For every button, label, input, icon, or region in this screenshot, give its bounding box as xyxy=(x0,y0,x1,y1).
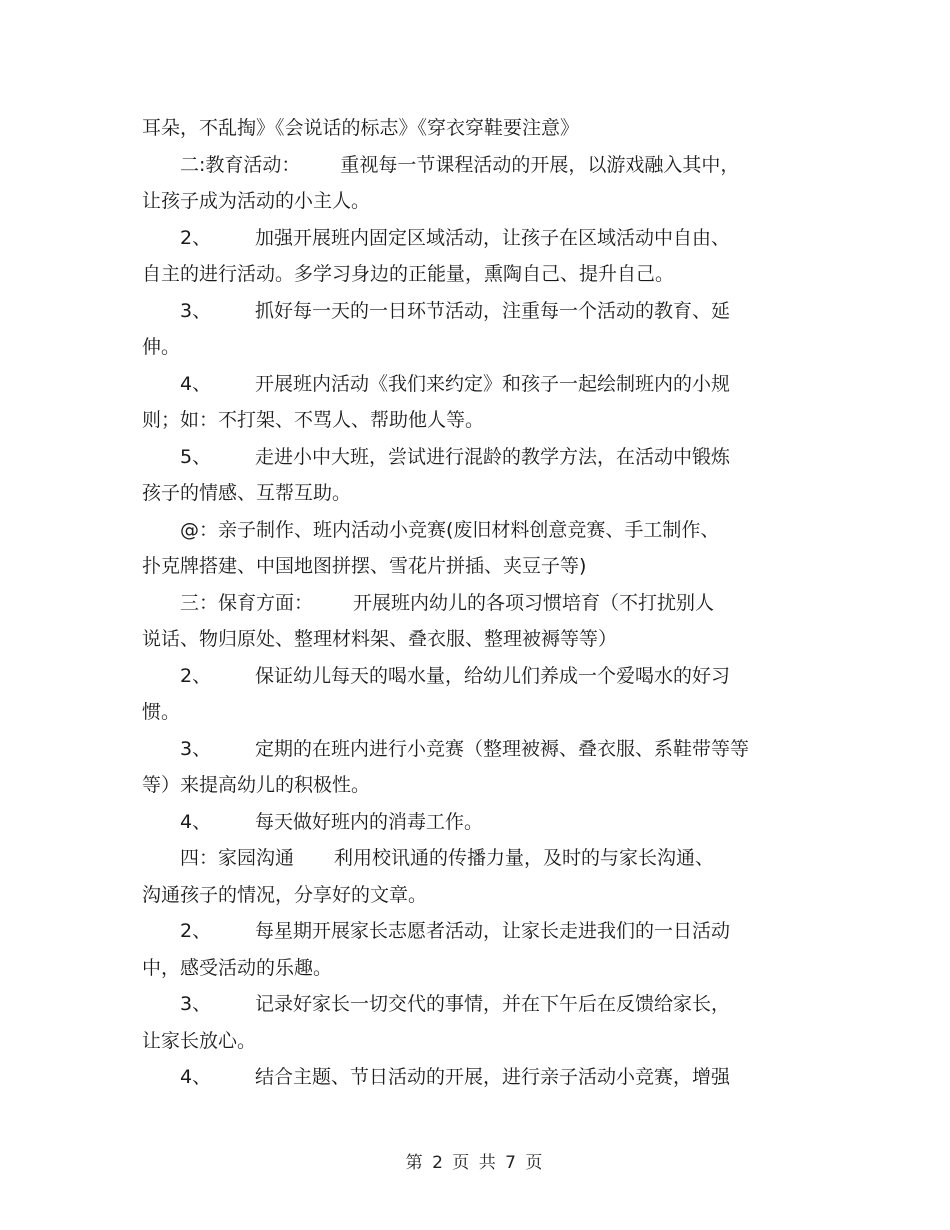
text-line xyxy=(142,950,822,987)
line-text: 每星期开展家长志愿者活动，让家长走进我们的一日活动 xyxy=(255,920,731,942)
text-line xyxy=(142,220,822,257)
line-text: 利用校讯通的传播力量，及时的与家长沟通、 xyxy=(334,847,715,869)
text-line xyxy=(142,585,822,622)
line-text: 惯。 xyxy=(142,701,181,723)
text-line xyxy=(142,731,822,768)
page-number-footer: 第 2 页 共 7 页 xyxy=(405,1153,545,1173)
line-text: 结合主题、节日活动的开展，进行亲子活动小竞赛，增强 xyxy=(255,1066,731,1088)
line-text: 重视每一节课程活动的开展，以游戏融入其中， xyxy=(340,153,740,176)
line-text: 沟通孩子的情况，分享好的文章。 xyxy=(142,883,428,906)
text-line xyxy=(142,840,822,877)
line-text: 等）来提高幼儿的积极性。 xyxy=(142,774,371,796)
line-text: 伸。 xyxy=(142,336,181,358)
section-heading: 四：家园沟通 xyxy=(180,847,295,869)
line-text: 则；如：不打架、不骂人、帮助他人等。 xyxy=(142,409,485,431)
line-text: 耳朵，不乱掏》《会说话的标志》《穿衣穿鞋要注意》 xyxy=(142,117,580,139)
line-text: 加强开展班内固定区域活动，让孩子在区域活动中自由、 xyxy=(255,226,731,249)
text-line xyxy=(142,110,822,147)
item-number: 3、 xyxy=(180,299,212,322)
item-number: 5、 xyxy=(180,445,212,468)
text-line xyxy=(142,1023,822,1060)
item-number: 3、 xyxy=(180,737,212,760)
text-line xyxy=(142,548,822,585)
item-number: 2、 xyxy=(180,226,212,249)
line-text: 孩子的情感、互帮互助。 xyxy=(142,482,352,504)
line-text: 让孩子成为活动的小主人。 xyxy=(142,190,371,212)
line-text: 中，感受活动的乐趣。 xyxy=(142,956,333,979)
line-text: 让家长放心。 xyxy=(142,1029,257,1052)
text-line xyxy=(142,986,822,1023)
line-text: @：亲子制作、班内活动小竞赛(废旧材料创意竞赛、手工制作、 xyxy=(180,518,720,541)
text-line xyxy=(142,183,822,220)
text-line xyxy=(142,804,822,841)
text-line xyxy=(142,767,822,804)
text-line xyxy=(142,439,822,476)
item-number: 3、 xyxy=(180,993,212,1015)
item-number: 4、 xyxy=(180,372,212,395)
item-number: 4、 xyxy=(180,1066,212,1088)
text-line xyxy=(142,1059,822,1096)
line-text: 扑克牌搭建、中国地图拼摆、雪花片拼插、夹豆子等) xyxy=(142,555,587,577)
section-heading: 三：保育方面： xyxy=(180,591,314,614)
text-line xyxy=(142,512,822,549)
line-text: 每天做好班内的消毒工作。 xyxy=(255,810,484,833)
document-body xyxy=(142,110,822,1096)
line-text: 定期的在班内进行小竞赛（整理被褥、叠衣服、系鞋带等等 xyxy=(255,737,750,760)
text-line xyxy=(142,366,822,403)
line-text: 走进小中大班，尝试进行混龄的教学方法，在活动中锻炼 xyxy=(255,445,731,468)
text-line xyxy=(142,329,822,366)
text-line xyxy=(142,256,822,293)
line-text: 保证幼儿每天的喝水量，给幼儿们养成一个爱喝水的好习 xyxy=(255,664,731,687)
text-line xyxy=(142,147,822,184)
text-line xyxy=(142,475,822,512)
line-text: 抓好每一天的一日环节活动，注重每一个活动的教育、延 xyxy=(255,299,731,322)
text-line xyxy=(142,877,822,914)
item-number: 2、 xyxy=(180,664,212,687)
text-line xyxy=(142,913,822,950)
text-line xyxy=(142,658,822,695)
line-text: 说话、物归原处、整理材料架、叠衣服、整理被褥等等） xyxy=(142,628,618,650)
line-text: 自主的进行活动。多学习身边的正能量，熏陶自己、提升自己。 xyxy=(142,263,675,285)
item-number: 2、 xyxy=(180,920,212,942)
item-number: 4、 xyxy=(180,810,212,833)
text-line xyxy=(142,402,822,439)
line-text: 开展班内活动《我们来约定》和孩子一起绘制班内的小规 xyxy=(255,372,731,395)
text-line xyxy=(142,694,822,731)
line-text: 记录好家长一切交代的事情，并在下午后在反馈给家长， xyxy=(255,993,731,1015)
section-heading: 二:教育活动： xyxy=(180,153,301,176)
text-line xyxy=(142,621,822,658)
text-line xyxy=(142,293,822,330)
line-text: 开展班内幼儿的各项习惯培育（不打扰别人 xyxy=(353,591,715,614)
